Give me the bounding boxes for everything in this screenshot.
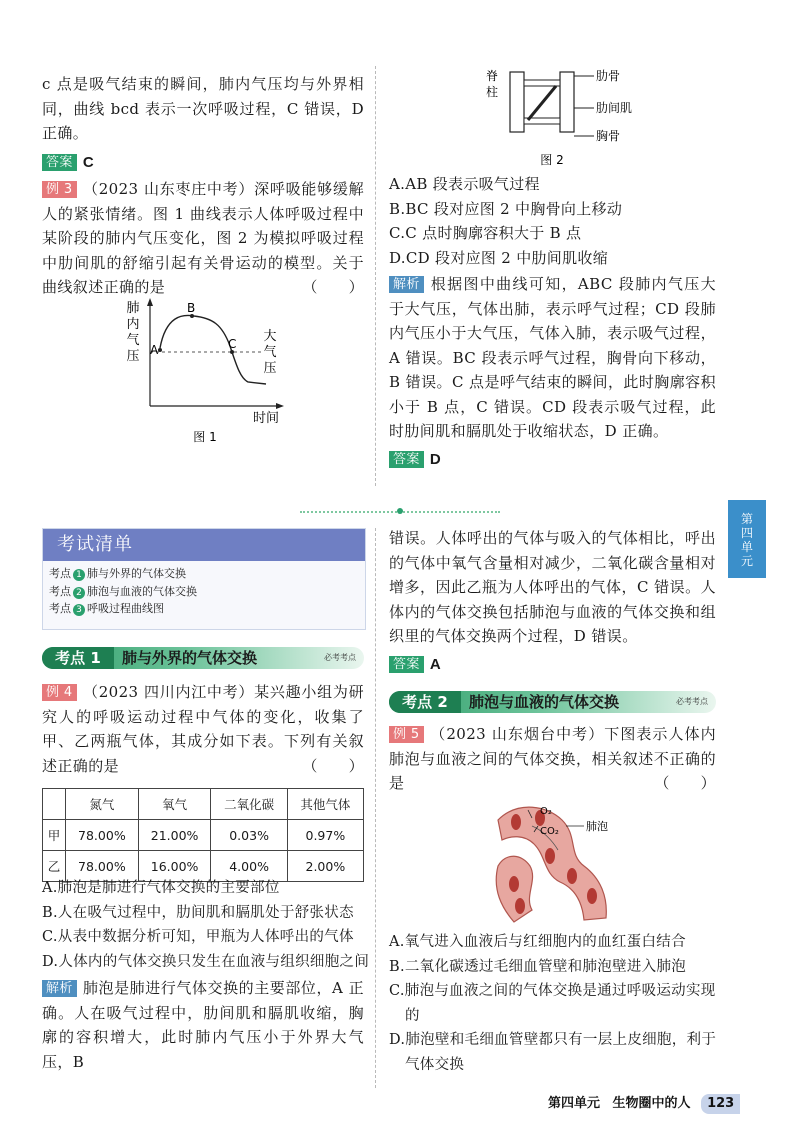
red-blood-cell [567,868,577,884]
table-header-cell [43,789,66,820]
answer-tag: 答案 [389,656,424,673]
y-label-char: 内 [126,317,140,332]
table-header-cell: 氧气 [138,789,211,820]
point-a [158,348,162,352]
kaodian-title: 肺泡与血液的气体交换 [469,693,620,711]
upper-rib [524,80,560,86]
answer-blank: （ ） [302,278,364,296]
analysis-tag: 解析 [389,276,424,293]
figure-1-caption: 图 1 [193,430,217,444]
intercostal-muscle [528,86,556,120]
analysis-3 [389,272,716,444]
y-axis-label [126,300,139,364]
example-5-option: C.肺泡与血液之间的气体交换是通过呼吸运动实现的 [389,983,716,1024]
table-header-cell: 二氧化碳 [211,789,287,820]
example-5-option: A.氧气进入血液后与红细胞内的血红蛋白结合 [389,934,686,950]
atm-label-char: 气 [263,345,277,360]
example-5-block [389,722,716,796]
example-4-option: D.人体内的气体交换只发生在血液与组织细胞之间 [42,953,370,970]
answer-line-3 [389,447,716,473]
answer-value: D [429,450,442,468]
example-4-options [42,876,372,1074]
table-cell: 乙 [43,851,66,882]
x-axis-arrow [276,403,284,409]
analysis-tag: 解析 [42,980,77,997]
figure-2-caption: 图 2 [540,153,564,167]
section-divider-dot [397,508,403,514]
point-a-label: A [150,343,159,357]
red-blood-cell [511,814,521,830]
answer-value: A [429,655,442,673]
left-column-top [42,72,364,300]
table-cell: 甲 [43,820,66,851]
footer-title: 生物圈中的人 [612,1096,691,1111]
answer-tag: 答案 [42,154,77,171]
answer-line-4 [389,652,716,678]
x-axis-label: 时间 [252,411,280,426]
answer-tag: 答案 [389,451,424,468]
kaodian-sub: 必考考点 [676,697,708,706]
example-4-option: B.人在吸气过程中，肋间肌和膈肌处于舒张状态 [42,904,354,921]
checklist-title: 考试清单 [43,529,365,561]
example-3-option: B.BC 段对应图 2 中胸骨向上移动 [389,199,623,218]
red-blood-cell [587,888,597,904]
table-cell: 16.00% [138,851,211,882]
kaodian-1-banner [42,647,364,669]
right-column-top [389,172,716,472]
example-4-option: C.从表中数据分析可知，甲瓶为人体呼出的气体 [42,929,354,945]
unit-side-tab: 第 四 单 元 [728,500,766,578]
red-blood-cell [545,848,555,864]
alveolus-label: 肺泡 [586,820,608,833]
right-column-bottom [389,526,716,677]
analysis-4-text: 肺泡是肺进行气体交换的主要部位，A 正确。人在吸气过程中，肋间肌和膈肌收缩，胸廓的容积增大，此时肺内气压小于外界大气压，B [42,979,364,1071]
answer-line-1 [42,150,364,176]
answer-value: C [82,153,95,171]
exam-checklist [42,528,366,630]
example-5-option: D.肺泡壁和毛细血管壁都只有一层上皮细胞，利于气体交换 [389,1032,717,1073]
example-5-question [389,722,716,796]
table-cell: 0.97% [287,820,363,851]
atm-label-char: 大 [263,329,277,344]
kaodian-label: 考点 1 [42,647,114,669]
spine-label-char: 柱 [486,85,499,99]
example-4-question [42,680,364,778]
checklist-item: 考点 3 呼吸过程曲线图 [49,602,164,615]
table-header-cell: 氮气 [66,789,139,820]
o2-label: O₂ [540,806,552,817]
red-blood-cell [515,898,525,914]
analysis-3-text: 根据图中曲线可知，ABC 段肺内气压大于大气压，气体出肺，表示呼气过程；CD 段肺内气压小于大气压，气体入肺，表示吸气过程，A 错误。BC 段表示呼气过程，胸骨向下移动，B 错误。C 点是呼气结束的瞬间，此时胸廓容积小于 B 点，C 错误。CD 段表示吸气过程，此时肋间肌和膈肌处于收缩状态，D 正确。 [389,275,716,440]
example-tag: 例 5 [389,726,424,743]
example-3-text: （2023 山东枣庄中考）深呼吸能够缓解人的紧张情绪。图 1 曲线表示人体呼吸过程中某阶段的肺内气压变化，图 2 为模拟呼吸过程中肋间肌的舒缩引起有关骨运动的模型。关于曲线叙述正确的是 [42,180,364,296]
y-label-char: 肺 [126,301,140,316]
y-axis-arrow [147,298,153,306]
example-tag: 例 3 [42,181,77,198]
example-3-option: A.AB 段表示吸气过程 [389,175,540,193]
figure-1-pressure-curve [120,298,290,448]
table-header-cell: 其他气体 [287,789,363,820]
pressure-curve [160,315,266,384]
kaodian-2-banner [389,691,716,713]
analysis-4 [42,976,364,1074]
y-label-char: 压 [126,349,140,364]
checklist-item: 考点 2 肺泡与血液的气体交换 [49,584,197,598]
co2-label: CO₂ [540,826,559,837]
column-divider-bottom [375,528,376,1088]
kaodian-sub: 必考考点 [324,653,356,662]
example-3-option: D.CD 段对应图 2 中肋间肌收缩 [389,248,609,267]
kaodian-label: 考点 2 [389,691,461,713]
example-4-option: A.肺泡是肺进行气体交换的主要部位 [42,880,280,896]
example-3-question [42,177,364,300]
page-number: 123 [701,1094,740,1114]
table-header-row [43,789,364,820]
intro-paragraph: c 点是吸气结束的瞬间，肺内气压均与外界相同，曲线 bcd 表示一次呼吸过程，C 错误，D 正确。 [42,75,364,142]
figure-2-rib-model [476,66,656,168]
example-tag: 例 4 [42,684,77,701]
example-3-option: C.C 点时胸廓容积大于 B 点 [389,224,582,242]
atm-label-char: 压 [263,361,277,376]
alveolus-capillary-figure [488,800,618,924]
column-divider-top [375,66,376,486]
footer-unit: 第四单元 [548,1096,601,1111]
y-label-char: 气 [126,333,140,348]
example-5-options [389,930,721,1077]
page-footer [548,1094,740,1114]
muscle-label: 肋间肌 [596,101,633,115]
kaodian-title: 肺与外界的气体交换 [122,649,258,667]
rib-label: 肋骨 [596,69,621,83]
sternum-bar [560,72,574,132]
table-cell: 2.00% [287,851,363,882]
red-blood-cell [509,876,519,892]
answer-blank: （ ） [302,756,364,775]
point-b-label: B [187,301,196,315]
table-cell: 0.03% [211,820,287,851]
analysis-4-continued: 错误。人体呼出的气体与吸入的气体相比，呼出的气体中氧气含量相对减少，二氧化碳含量相对增多，因此乙瓶为人体呼出的气体，C 错误。人体内的气体交换包括肺泡与血液的气体交换和组织里的气体交换两个过程，D 错误。 [389,529,716,645]
example-4-text: （2023 四川内江中考）某兴趣小组为研究人的呼吸运动过程中气体的变化，收集了甲、乙两瓶气体，其成分如下表。下列有关叙述正确的是 [42,683,364,775]
table-cell: 4.00% [211,851,287,882]
answer-blank: （ ） [654,774,716,792]
example-4-block [42,680,364,778]
point-c-label: C [228,337,237,351]
spine-label-char: 脊 [486,69,499,83]
table-row [43,820,364,851]
example-5-option: B.二氧化碳透过毛细血管壁和肺泡壁进入肺泡 [389,958,687,975]
spine-bar [510,72,524,132]
example-5-text: （2023 山东烟台中考）下图表示人体内肺泡与血液之间的气体交换，相关叙述不正确的是 [389,725,716,792]
gas-composition-table [42,788,364,882]
table-cell: 78.00% [66,820,139,851]
table-cell: 78.00% [66,851,139,882]
sternum-label: 胸骨 [596,129,621,143]
checklist-item: 考点 1 肺与外界的气体交换 [49,567,186,580]
table-cell: 21.00% [138,820,211,851]
